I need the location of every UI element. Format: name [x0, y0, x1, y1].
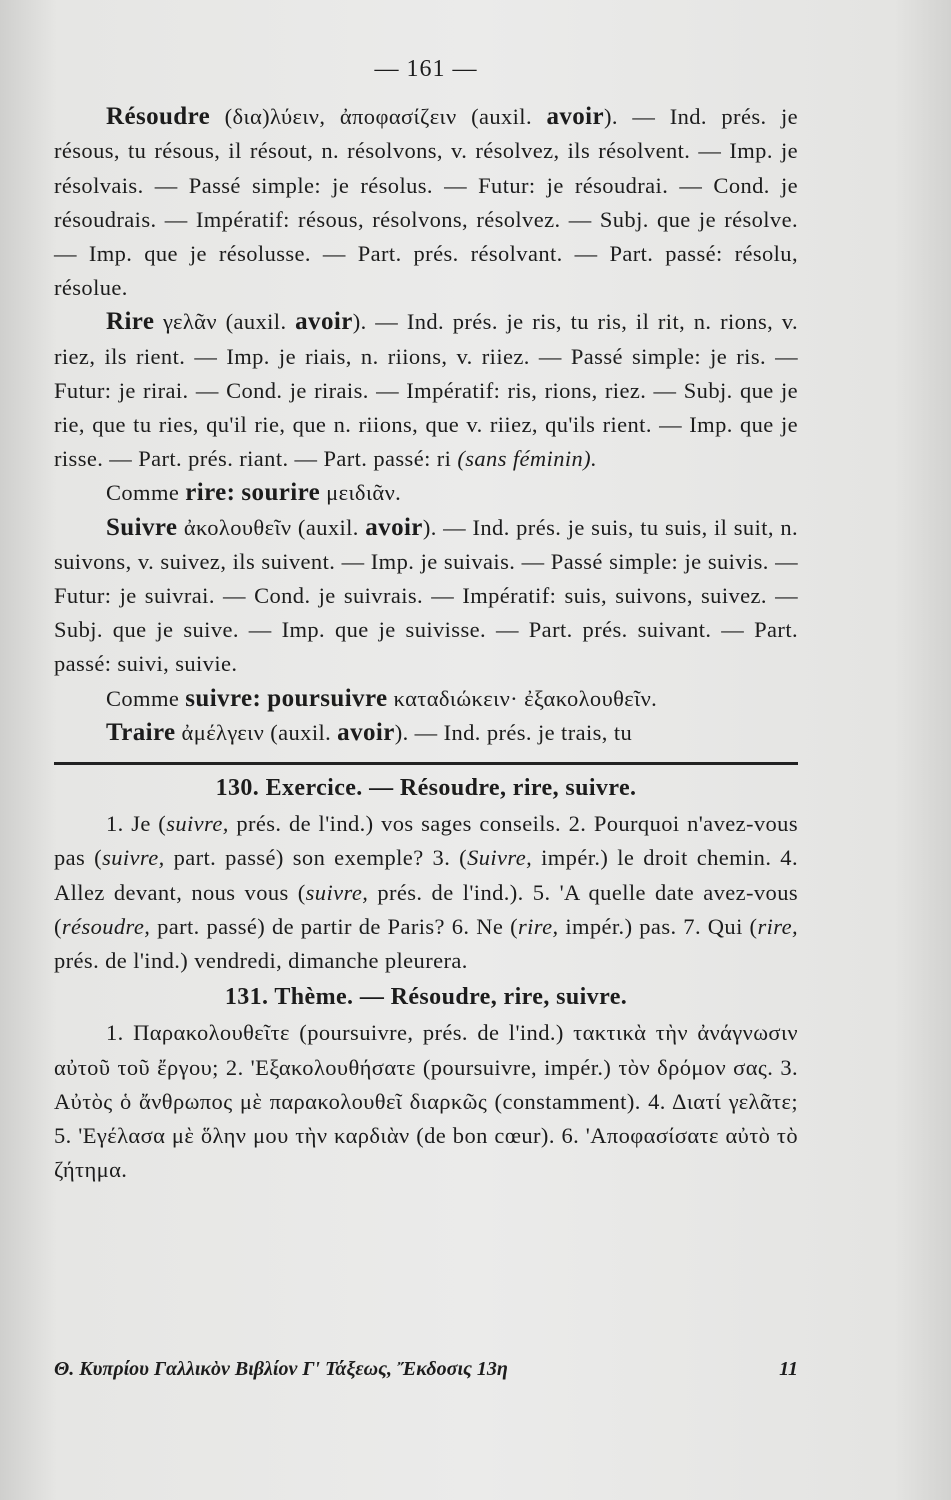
ex-verb: suivre,	[166, 811, 229, 837]
verb-head: Rire	[106, 308, 155, 336]
section-divider	[54, 762, 798, 765]
ex-verb: rire,	[757, 913, 798, 939]
comme-word: suivre:	[185, 684, 262, 712]
aux-open: (auxil.	[297, 514, 366, 540]
ex-text: prés. de l'ind.) vos sages conseils. 2. Pourquoi n'avez-vous pas (	[54, 811, 798, 871]
verb-head: Suivre	[106, 513, 178, 541]
comme-verb: sourire	[241, 479, 321, 507]
ex-text: 1. Je (	[106, 811, 167, 837]
ex-verb: résoudre,	[61, 913, 151, 939]
ex-verb: Suivre,	[467, 845, 533, 871]
aux-word: avoir	[365, 513, 423, 541]
aux-word: avoir	[337, 718, 395, 746]
entry-traire	[54, 716, 798, 750]
comme-greek: καταδιώκειν· ἐξακολουθεῖν.	[393, 685, 658, 711]
ex-verb: suivre,	[305, 879, 369, 905]
comme-label: Comme	[106, 480, 180, 506]
verb-greek: (δια)λύειν, ἀποφασίζειν	[224, 104, 457, 130]
ex-text: impér.) pas. 7. Qui (	[558, 913, 758, 939]
footer-book-title: Θ. Κυπρίου Γαλλικὸν Βιβλίον Γ' Τάξεως, Ἔκδοσις 13η	[54, 1358, 508, 1380]
ex-text: part. passé) son exemple? 3. (	[164, 845, 468, 871]
theme-heading: 131. Thème. — Résoudre, rire, suivre.	[224, 984, 628, 1011]
verb-note: (sans féminin).	[457, 446, 598, 472]
entry-resoudre	[54, 100, 798, 305]
ex-text: part. passé) de partir de Paris? 6. Ne (	[150, 913, 518, 939]
aux-word: avoir	[546, 103, 604, 131]
entry-suivre	[54, 511, 798, 682]
comme-suivre	[54, 682, 798, 716]
aux-open: (auxil.	[225, 309, 296, 335]
page-text	[54, 52, 798, 1188]
verb-greek: ἀκολουθεῖν	[183, 514, 292, 540]
entry-rire	[54, 305, 798, 476]
aux-open: (auxil.	[471, 104, 547, 130]
aux-close: ).	[394, 719, 409, 745]
verb-conjugation: — Ind. prés. je résous, tu résous, il résout, n. résolvons, v. résolvez, ils résolvent. — Imp. je résolvais. — Passé simple: je résolus. — Futur: je résoudrai. — Cond. je résoudrais. — Impératif: résous, résolvons, résolvez. — Subj. que je résolve. — Imp. que je résolusse. — Part. prés. résolvant. — Part. passé: résolu, résolue.	[54, 104, 799, 301]
comme-verb: poursuivre	[267, 684, 388, 712]
aux-close: ).	[422, 514, 437, 540]
ex-text: prés. de l'ind.) vendredi, dimanche pleurera.	[54, 948, 468, 974]
theme-text: 1. Παρακολουθεῖτε (poursuivre, prés. de l'ind.) τακτικὰ τὴν ἀνάγνωσιν αὐτοῦ τοῦ ἔργου; 2. 'Εξακολουθήσατε (poursuivre, impér.) τὸν δρόμον σας. 3. Αὐτὸς ὁ ἄνθρωπος μὲ παρακολουθεῖ διαρκῶς (constamment). 4. Διατί γελᾶτε; 5. 'Εγέλασα μὲ ὅλην μου τὴν καρδιὰν (de bon cœur). 6. 'Αποφασίσατε αὐτὸ τὸ ζήτημα.	[54, 1020, 798, 1183]
ex-text: impér.) le droit chemin. 4. Allez devant, nous vous (	[54, 845, 798, 905]
verb-conjugation: — Ind. prés. je ris, tu ris, il rit, n. rions, v. riez, ils rient. — Imp. je riais, n. riions, v. riiez. — Passé simple: je ris. — Futur: je rirai. — Cond. je rirais. — Impératif: ris, rions, riez. — Subj. que je rie, que tu ries, qu'il rie, que n. riions, que v. riiez, qu'ils rient. — Imp. que je risse. — Part. prés. riant. — Part. passé: ri	[54, 309, 799, 472]
ex-text: prés. de l'ind.). 5. 'A quelle date avez-vous (	[54, 879, 798, 939]
ex-verb: rire,	[517, 913, 559, 939]
ex-verb: suivre,	[102, 845, 165, 871]
verb-greek: γελᾶν	[163, 309, 217, 335]
aux-close: ).	[352, 309, 367, 335]
exercise-heading: 130. Exercice. — Résoudre, rire, suivre.	[215, 775, 637, 802]
verb-conjugation: — Ind. prés. je suis, tu suis, il suit, n. suivons, v. suivez, ils suivent. — Imp. je suivais. — Passé simple: je suivis. — Futur: je suivrai. — Cond. je suivrais. — Impératif: suis, suivons, suivez. — Subj. que je suive. — Imp. que je suivisse. — Part. prés. suivant. — Part. passé: suivi, suivie.	[54, 514, 798, 677]
comme-rire	[54, 476, 798, 510]
page-footer	[54, 1358, 798, 1381]
aux-open: (auxil.	[270, 719, 338, 745]
exercise-text	[54, 807, 798, 978]
verb-greek: ἀμέλγειν	[181, 719, 265, 745]
verb-conjugation: — Ind. prés. je trais, tu	[414, 719, 633, 745]
comme-word: rire:	[185, 479, 236, 507]
verb-head: Traire	[106, 718, 176, 746]
aux-word: avoir	[295, 308, 353, 336]
aux-close: ).	[603, 104, 618, 130]
footer-signature-number: 11	[779, 1358, 798, 1380]
comme-greek: μειδιᾶν.	[326, 480, 402, 506]
page-number: — 161 —	[374, 56, 478, 82]
verb-head: Résoudre	[106, 103, 211, 131]
comme-label: Comme	[106, 685, 180, 711]
